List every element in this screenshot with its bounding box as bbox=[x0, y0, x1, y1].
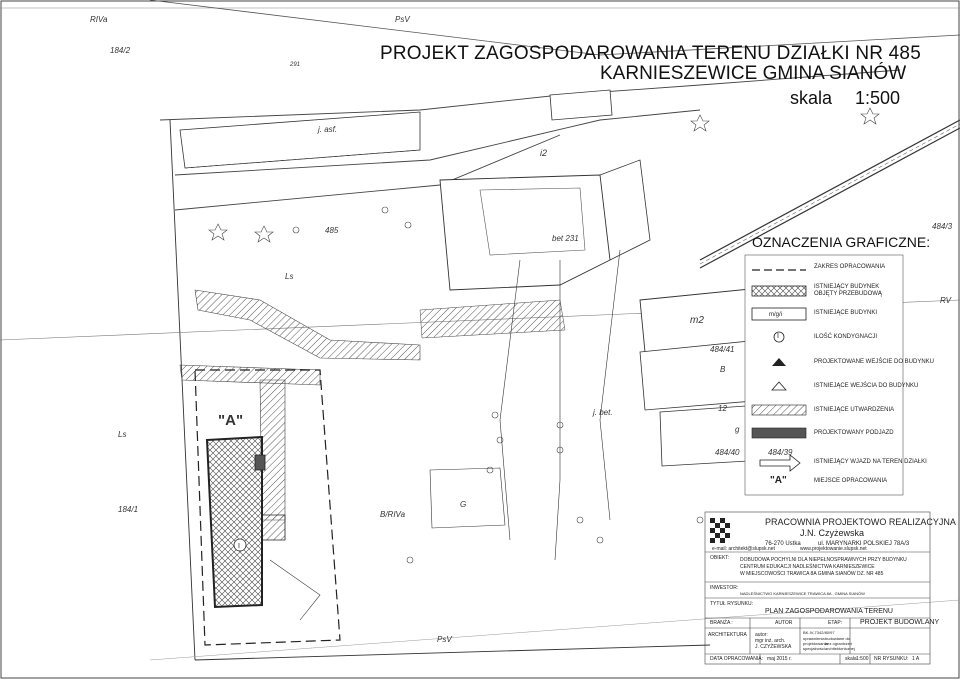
legend-item-driveway: PROJEKTOWANY PODJAZD bbox=[814, 430, 894, 436]
legend-symbol-a-label: "A" bbox=[770, 475, 787, 486]
label-12: 12 bbox=[718, 404, 727, 413]
utility-line-1 bbox=[500, 260, 520, 540]
page-title-line1: PROJEKT ZAGOSPODAROWANIA TERENU DZIAŁKI NR 485 bbox=[380, 43, 921, 64]
label-484-39: 484/39 bbox=[768, 448, 793, 457]
office-street: ul. MARYNARKI POLSKIEJ 78A/3 bbox=[818, 541, 910, 547]
label-184-2: 184/2 bbox=[110, 46, 131, 55]
legend-item-existing: ISTNIEJĄCE BUDYNKI bbox=[814, 310, 878, 316]
scale-label: skala bbox=[790, 88, 833, 108]
building-small-top bbox=[550, 90, 612, 120]
label-184-1: 184/1 bbox=[118, 505, 139, 514]
legend-symbol-mi-label: m/g/i bbox=[769, 312, 783, 318]
etap-label: ETAP: bbox=[828, 620, 843, 626]
legend-item-proj-entry: PROJEKTOWANE WEJŚCIE DO BUDYNKU bbox=[814, 359, 935, 365]
existing-building-main bbox=[440, 175, 610, 290]
office-name: PRACOWNIA PROJEKTOWO REALIZACYJNA bbox=[765, 517, 956, 527]
existing-pavement-1 bbox=[195, 290, 420, 360]
existing-pavement-4 bbox=[420, 300, 565, 338]
author-name: J. CZYŻEWSKA bbox=[755, 644, 792, 650]
sheet-scale-value: 1:500 bbox=[856, 656, 869, 662]
object-line1: DOBUDOWA POCHYLNI DLA NIEPEŁNOSPRAWNYCH PRZY BUDYNKU bbox=[740, 557, 907, 563]
permit-desc1: uprawnienia bbox=[803, 636, 825, 641]
label-291: 291 bbox=[290, 62, 301, 68]
autor-label: AUTOR bbox=[775, 620, 793, 626]
legend-symbol-driveway bbox=[752, 428, 806, 438]
label-area-a: "A" bbox=[218, 412, 244, 429]
label-m2: m2 bbox=[690, 315, 704, 326]
permit-number: BK-IV-7342/80/97 bbox=[803, 630, 835, 635]
label-psv-bottom: PsV bbox=[437, 635, 452, 644]
parcel-boundary-west bbox=[170, 120, 195, 660]
label-484-41: 484/41 bbox=[710, 345, 735, 354]
existing-pavement-2 bbox=[180, 365, 320, 385]
investor-value: NADLEŚNICTWO KARNIESZEWICE TRAWICA 8A , GMINA SIANÓW bbox=[740, 591, 865, 596]
legend-title: OZNACZENIA GRAFICZNE: bbox=[752, 234, 931, 250]
label-484-40: 484/40 bbox=[715, 448, 740, 457]
legend-item-exist-entry: ISTNIEJĄCE WEJŚCIA DO BUDYNKU bbox=[814, 383, 919, 389]
asphalt-road bbox=[180, 112, 420, 168]
drawing-title-label: TYTUŁ RYSUNKU: bbox=[710, 601, 753, 607]
label-rv: RV bbox=[940, 296, 951, 305]
office-owner: J.N. Czyżewska bbox=[800, 528, 865, 538]
architektura-label: ARCHITEKTURA bbox=[708, 632, 747, 638]
label-building-g-lower: G bbox=[460, 500, 467, 509]
permit-desc2: projektowania bbox=[803, 641, 828, 646]
legend-symbol-floors bbox=[774, 332, 784, 342]
label-psv-top: PsV bbox=[395, 15, 410, 24]
label-briva: B/RIVa bbox=[380, 510, 406, 519]
object-line3: W MIEJSCOWOŚCI TRAWICA 8A GMINA SIANÓW DZ. NR 485 bbox=[740, 571, 884, 577]
page-title-line2: KARNIESZEWICE GMINA SIANÓW bbox=[600, 63, 907, 84]
label-485: 485 bbox=[325, 226, 339, 235]
label-building-g: g bbox=[735, 425, 740, 434]
sheet-number-value: 1 A bbox=[912, 656, 920, 662]
permit-desc5: bez ograniczeń bbox=[825, 641, 853, 646]
label-riva: RIVa bbox=[90, 15, 108, 24]
utility-line-4 bbox=[270, 560, 320, 620]
legend-item-scope: ZAKRES OPRACOWANIA bbox=[814, 264, 886, 270]
label-i2: i2 bbox=[540, 148, 548, 158]
object-label: OBIEKT: bbox=[710, 555, 730, 561]
date-value: maj 2015 r. bbox=[767, 656, 792, 662]
label-484-3: 484/3 bbox=[932, 222, 953, 231]
author-title: mgr inż. arch. bbox=[755, 638, 786, 644]
existing-pavement-3 bbox=[260, 380, 285, 520]
legend-item-rebuilt: ISTNIEJĄCY BUDYNEK OBJĘTY PRZEBUDOWĄ bbox=[814, 284, 882, 297]
legend-symbol-i-label: I bbox=[777, 333, 779, 340]
legend-item-pavement: ISTNIEJĄCE UTWARDZENIA bbox=[814, 407, 895, 413]
sheet-scale-label: skala bbox=[845, 656, 857, 662]
permit-desc4: budowlane do bbox=[825, 636, 850, 641]
office-website: www.projektowanie.slupsk.net bbox=[800, 546, 867, 552]
permit-desc3: specjalności bbox=[803, 646, 825, 651]
floor-count-symbol-label: I bbox=[238, 543, 240, 550]
office-city: 76-270 Ustka bbox=[765, 541, 801, 547]
floor-count-symbol bbox=[234, 539, 246, 551]
parcel-boundary-south bbox=[195, 645, 710, 660]
scale-value: 1:500 bbox=[855, 88, 901, 108]
legend-item-gate: ISTNIEJĄCY WJAZD NA TEREN DZIAŁKI bbox=[814, 459, 927, 465]
ramp-entry bbox=[255, 455, 265, 470]
label-building-b: B bbox=[720, 365, 726, 374]
branza-label: BRANŻA : bbox=[710, 620, 733, 626]
date-label: DATA OPRACOWANIA: bbox=[710, 656, 763, 662]
legend-item-location: MIEJSCE OPRACOWANIA bbox=[814, 478, 888, 484]
label-ls-left: Ls bbox=[118, 430, 127, 439]
office-logo bbox=[710, 518, 730, 543]
sheet-number-label: NR RYSUNKU: bbox=[874, 656, 909, 662]
legend-symbol-rebuilt bbox=[752, 286, 806, 296]
building-a-crosshatch bbox=[207, 437, 262, 607]
legend-symbol-pavement bbox=[752, 405, 806, 415]
label-ls-mid: Ls bbox=[285, 272, 294, 281]
label-bet-2: j. bet. bbox=[593, 408, 613, 417]
author-role: autor: bbox=[755, 632, 768, 638]
office-email: e-mail: architekt@slupsk.net bbox=[712, 546, 775, 552]
label-asphalt: j. asf. bbox=[318, 125, 338, 134]
permit-desc6: architektonicznej bbox=[825, 646, 855, 651]
road-line-2 bbox=[175, 110, 700, 175]
object-line2: CENTRUM EDUKACJI NADLEŚNICTWA KARNIESZEWICE bbox=[740, 564, 875, 570]
utility-line-3 bbox=[600, 250, 620, 520]
building-g-lower bbox=[430, 468, 505, 528]
etap-value: PROJEKT BUDOWLANY bbox=[860, 619, 940, 626]
drawing-title-value: PLAN ZAGOSPODAROWANIA TERENU bbox=[765, 608, 893, 615]
investor-label: INWESTOR: bbox=[710, 585, 739, 591]
ramp-structure bbox=[262, 515, 285, 540]
label-bet-1: bet 231 bbox=[552, 234, 579, 243]
legend-item-floors: ILOŚĆ KONDYGNACJI bbox=[814, 334, 878, 340]
